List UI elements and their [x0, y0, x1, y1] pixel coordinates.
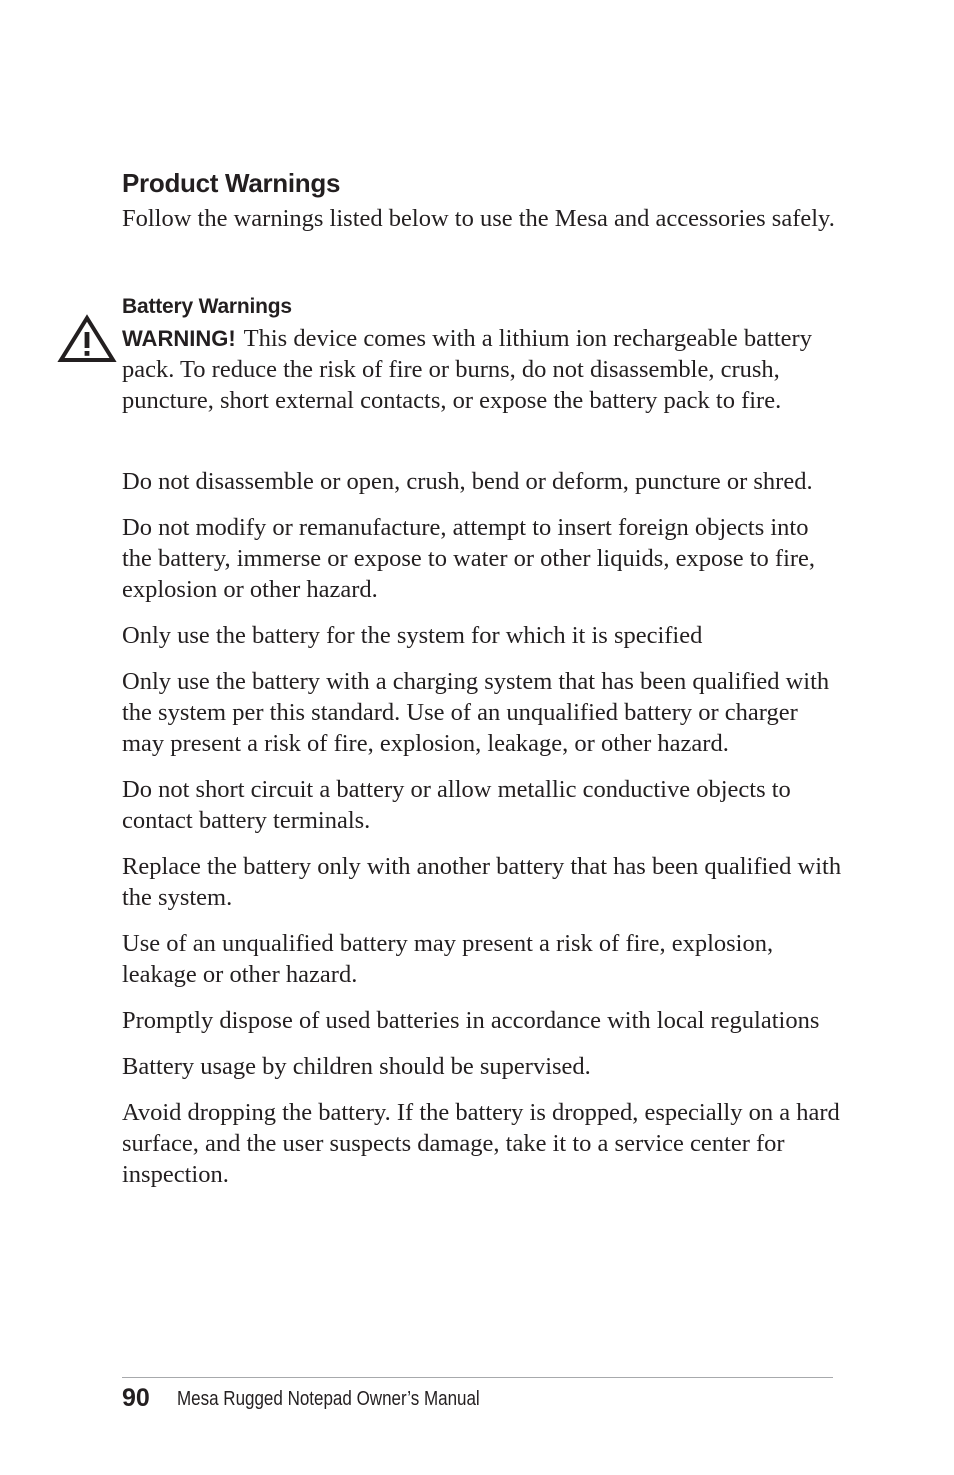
warning-triangle-icon	[57, 314, 117, 364]
warning-paragraph: Battery usage by children should be supervised.	[122, 1053, 591, 1080]
manual-title: Mesa Rugged Notepad Owner’s Manual	[177, 1388, 480, 1410]
warning-paragraph: Do not disassemble or open, crush, bend or deform, puncture or shred.	[122, 468, 813, 495]
warning-paragraph: Avoid dropping the battery. If the battery is dropped, especially on a hard surface, and the user suspects damage, take it to a service center for inspection.	[122, 1099, 840, 1188]
warning-paragraph: Only use the battery for the system for which it is specified	[122, 622, 703, 649]
warning-paragraph: Promptly dispose of used batteries in accordance with local regulations	[122, 1007, 820, 1034]
warning-paragraph: Do not short circuit a battery or allow metallic conductive objects to contact battery terminals.	[122, 776, 791, 834]
intro-text: Follow the warnings listed below to use the Mesa and accessories safely.	[122, 205, 835, 232]
warning-statement	[122, 323, 842, 416]
warning-label: WARNING!	[122, 326, 236, 351]
warning-paragraph: Do not modify or remanufacture, attempt to insert foreign objects into the battery, immerse or expose to water or other liquids, expose to fire, explosion or other hazard.	[122, 514, 816, 603]
page-title: Product Warnings	[122, 168, 341, 198]
warning-text: This device comes with a lithium ion rechargeable battery pack. To reduce the risk of fire or burns, do not disassemble, crush, puncture, short external contacts, or expose the battery pack to fire.	[122, 325, 812, 414]
warning-paragraph: Replace the battery only with another battery that has been qualified with the system.	[122, 853, 842, 911]
footer-divider	[122, 1377, 833, 1378]
warning-paragraph: Only use the battery with a charging system that has been qualified with the system per this standard. Use of an unqualified battery or charger may present a risk of fire, explosion, leakage, or other hazard.	[122, 668, 830, 757]
battery-warnings-heading: Battery Warnings	[122, 295, 292, 318]
page-number: 90	[122, 1384, 150, 1412]
warning-paragraph: Use of an unqualified battery may present a risk of fire, explosion, leakage or other hazard.	[122, 930, 774, 988]
battery-warning-list	[122, 466, 842, 1205]
